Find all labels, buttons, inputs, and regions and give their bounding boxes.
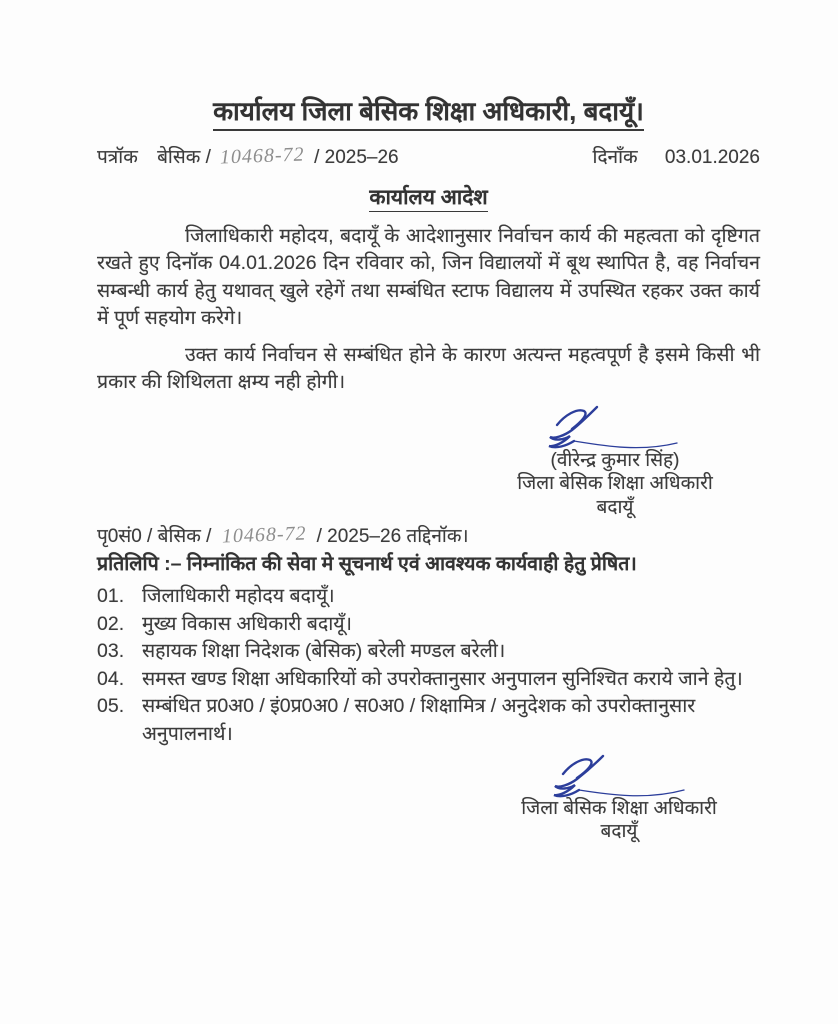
item-number: 02.: [97, 612, 125, 635]
item-number: 01.: [97, 585, 125, 607]
page-title: [97, 95, 760, 128]
signature-scribble: [535, 403, 695, 455]
date-label: दिनाँक: [592, 146, 638, 168]
signatory-designation: जिला बेसिक शिक्षा अधिकारी: [521, 797, 717, 819]
item-text: जिलाधिकारी महोदय बदायूँ।: [142, 585, 335, 607]
signatory-place: बदायूँ: [596, 496, 634, 518]
item-text: सम्बंधित प्र0अ0 / इं0प्र0अ0 / स0अ0 / शिक्षामित्र / अनुदेशक को उपरोक्तानुसार अनुपालनार्थ।: [142, 695, 696, 745]
copy-list-item: [97, 638, 760, 666]
date-value: 03.01.2026: [664, 146, 760, 168]
body-paragraph-1: जिलाधिकारी महोदय, बदायूँ के आदेशानुसार निर्वाचन कार्य की महत्वता को दृष्टिगत रखते हुए दिनॉक 04.01.2026 दिन रविवार को, जिन विद्यालयों में बूथ स्थापित है, वह निर्वाचन सम्बन्धी कार्य हेतु यथावत् खुले रहेगें तथा सम्बंधित स्टाफ विद्यालय में उपस्थित रहकर उक्त कार्य में पूर्ण सहयोग करेगे।: [97, 224, 760, 329]
copy-list-item: [97, 666, 760, 694]
item-number: 05.: [97, 695, 125, 718]
copy-list: [97, 583, 760, 749]
signatory-name: (वीरेन्द्र कुमार सिंह): [550, 449, 680, 471]
signature-block-2: [488, 753, 750, 844]
copy-distribution-heading: प्रतिलिपि :– निम्नांकित की सेवा मे सूचनार्थ एवं आवश्यक कार्यवाही हेतु प्रेषित।: [97, 553, 637, 575]
letter-year: / 2025–26: [314, 146, 399, 168]
signatory-designation: जिला बेसिक शिक्षा अधिकारी: [517, 473, 713, 494]
item-text: सहायक शिक्षा निदेशक (बेसिक) बरेली मण्डल बरेली।: [142, 640, 506, 663]
signature-block-1: [484, 403, 746, 520]
copy-list-item: [97, 611, 760, 639]
signatory-place: बदायूँ: [600, 821, 638, 843]
endorsement-ref-line: [97, 523, 760, 550]
copy-list-item: [97, 693, 760, 748]
signature-scribble: [539, 753, 699, 803]
handwritten-letter-number: 10468-72: [219, 143, 306, 168]
copy-list-item: [97, 583, 760, 611]
body-paragraph-2: उक्त कार्य निर्वाचन से सम्बंधित होने के कारण अत्यन्त महत्वपूर्ण है इसमे किसी भी प्रकार की शिथिलता क्षम्य नही होगी।: [97, 343, 760, 393]
handwritten-endorsement-number: 10468-72: [221, 522, 307, 548]
letter-number: [97, 144, 403, 171]
letter-number-row: [97, 144, 760, 171]
item-number: 03.: [97, 640, 125, 663]
page-title-text: कार्यालय जिला बेसिक शिक्षा अधिकारी, बदायूँ।: [213, 96, 644, 131]
item-number: 04.: [97, 667, 125, 690]
item-text: मुख्य विकास अधिकारी बदायूँ।: [142, 612, 352, 635]
letter-series: बेसिक /: [157, 146, 211, 168]
order-heading: [97, 183, 760, 211]
endorsement-ref-suffix: / 2025–26 तद्दिनॉक।: [316, 526, 469, 547]
endorsement-ref-label: पृ0सं0 / बेसिक /: [97, 526, 212, 547]
letter-number-label: पत्रॉक: [97, 146, 138, 168]
letter-date: [593, 144, 760, 171]
item-text: समस्त खण्ड शिक्षा अधिकारियों को उपरोक्तानुसार अनुपालन सुनिश्चित कराये जाने हेतु।: [142, 667, 743, 690]
order-heading-text: कार्यालय आदेश: [369, 186, 487, 212]
